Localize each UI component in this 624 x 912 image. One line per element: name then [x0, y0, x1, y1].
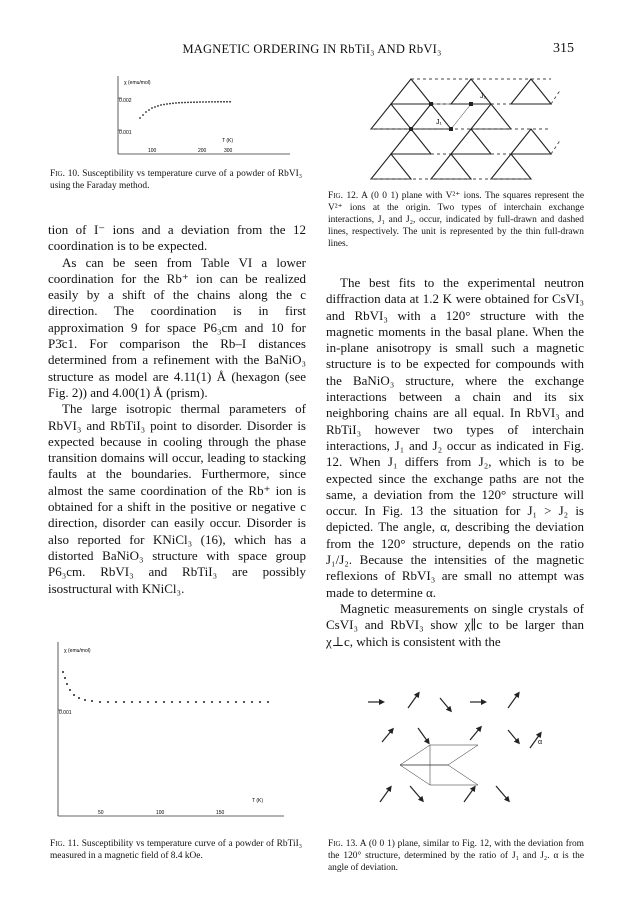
fig10-xtick: 200: [198, 148, 207, 154]
figure-12: [356, 74, 566, 186]
fig12-j1-label: J₁: [436, 119, 442, 126]
fig10-xlabel: T (K): [222, 138, 234, 144]
fig10-ylabel: χ (emu/mol): [124, 80, 151, 86]
figure-12-caption-text: A (0 0 1) plane with V²⁺ ions. The squares represent the V²⁺ ions at the origin. Two types of interchain exchange interactions, J₁ and J₂, occur, indicated by full-drawn and dashed lines, respectively. The unit is represented by the thin full-drawn lines.: [328, 191, 585, 249]
right-paragraph-1: The best fits to the experimental neutron diffraction data at 1.2 K were obtained for CsVI₃ and RbVI₃ with a 120° structure with the magnetic moments in the basal plane. When the in-plane anisotropy is small such a magnetic structure is to be expected for compounds with the BaNiO₃ structure, where the exchange interactions between a chain and its six neighboring chains are all equal. In RbVI₃ and RbTiI₃ however two types of interchain interactions, J₁ and J₂ occur as indicated in Fig. 12. When J₁ differs from J₂, which is to be expected since the exchange paths are not the same, a deviation from the 120° structure will occur. In Fig. 13 the situation for J₁ > J₂ is depicted. The angle, α, describing the deviation from the 120° structure, depends on the ratio J₁/J₂. Because the intensities of the magnetic reflexions of RbVI₃ are small no attempt was made to determine α.: [326, 275, 584, 600]
right-column: [326, 275, 584, 650]
figure-11-plot: [52, 640, 292, 830]
left-paragraph-1: tion of I⁻ ions and a deviation from the 12 coordination is to be expected.: [48, 222, 306, 254]
fig11-xlabel: T (K): [252, 798, 264, 804]
figure-13-caption: [328, 838, 584, 874]
figure-13-spins: [360, 690, 560, 830]
fig11-xtick: 50: [98, 810, 104, 816]
fig10-data-points: [139, 101, 231, 119]
figure-10: [104, 74, 294, 164]
figure-11-caption: [50, 838, 302, 862]
fig10-xtick: 100: [148, 148, 157, 154]
left-column: [48, 222, 306, 597]
running-header: [0, 42, 624, 62]
fig11-xtick: 150: [216, 810, 225, 816]
figure-12-caption-label: Fig. 12.: [328, 191, 359, 201]
figure-13-caption-text: A (0 0 1) plane, similar to Fig. 12, with the deviation from the 120° structure, determined by the ratio of J₁ and J₂. α is the angle of deviation.: [328, 839, 584, 873]
fig11-xtick: 100: [156, 810, 165, 816]
figure-10-caption-text: Susceptibility vs temperature curve of a powder of RbVI₃ using the Faraday method.: [50, 169, 302, 191]
fig13-alpha-label: α: [538, 739, 543, 746]
figure-13-caption-label: Fig. 13.: [328, 839, 358, 849]
figure-11-caption-label: Fig. 11.: [50, 839, 80, 849]
left-paragraph-3: The large isotropic thermal parameters of RbVI₃ and RbTiI₃ point to disorder. Disorder is expected because in cooling through the phase transition domains will occur, leading to stacking faults at the boundaries. Furthermore, since almost the same coordination of the Rb⁺ ion is obtained for a shift in the positive or negative c direction, disorder can easily occur. Disorder is also reported for KNiCl₃ (16), which has a distorted BaNiO₃ structure with space group P6₃cm. RbVI₃ and RbTiI₃ are possibly isostructural with KNiCl₃.: [48, 401, 306, 596]
figure-13: [360, 690, 560, 830]
fig11-ytick: 0.001: [59, 710, 72, 716]
figure-10-caption: [50, 168, 302, 192]
fig13-spin-arrows: [368, 694, 543, 802]
figure-11: [52, 640, 292, 830]
left-paragraph-2: As can be seen from Table VI a lower coordination for the Rb⁺ ion can be realized easily by a shift of the chains along the c direction. The coordination is in first approximation 9 for space P6₃cm and 10 for P3̄c1. For comparison the Rb–I distances determined from a refinement with the BaNiO₃ structure as model are 4.11(1) Å (hexagon (see Fig. 2)) and 4.00(1) Å (prism).: [48, 254, 306, 400]
right-paragraph-2: Magnetic measurements on single crystals of CsVI₃ and RbVI₃ show χ∥c to be larger than χ⊥c, which is consistent with the: [326, 600, 584, 649]
fig10-xtick: 300: [224, 148, 233, 154]
fig10-ytick-lower: 0.001: [119, 130, 132, 136]
running-title: MAGNETIC ORDERING IN RbTiI₃ AND RbVI₃: [182, 42, 442, 56]
fig13-cell: [400, 745, 478, 785]
figure-10-caption-label: Fig. 10.: [50, 169, 80, 179]
fig10-ytick-upper: 0.002: [119, 98, 132, 104]
fig12-j2-label: J₂: [480, 93, 487, 100]
figure-11-caption-text: Susceptibility vs temperature curve of a powder of RbTiI₃ measured in a magnetic field of 8.4 kOe.: [50, 839, 302, 861]
figure-12-lattice: [356, 74, 566, 186]
fig11-ylabel: χ (emu/mol): [64, 648, 91, 654]
figure-12-caption: [328, 190, 584, 250]
fig11-data-points: [62, 671, 269, 703]
page-number: 315: [553, 41, 574, 56]
figure-10-plot: [104, 74, 294, 164]
